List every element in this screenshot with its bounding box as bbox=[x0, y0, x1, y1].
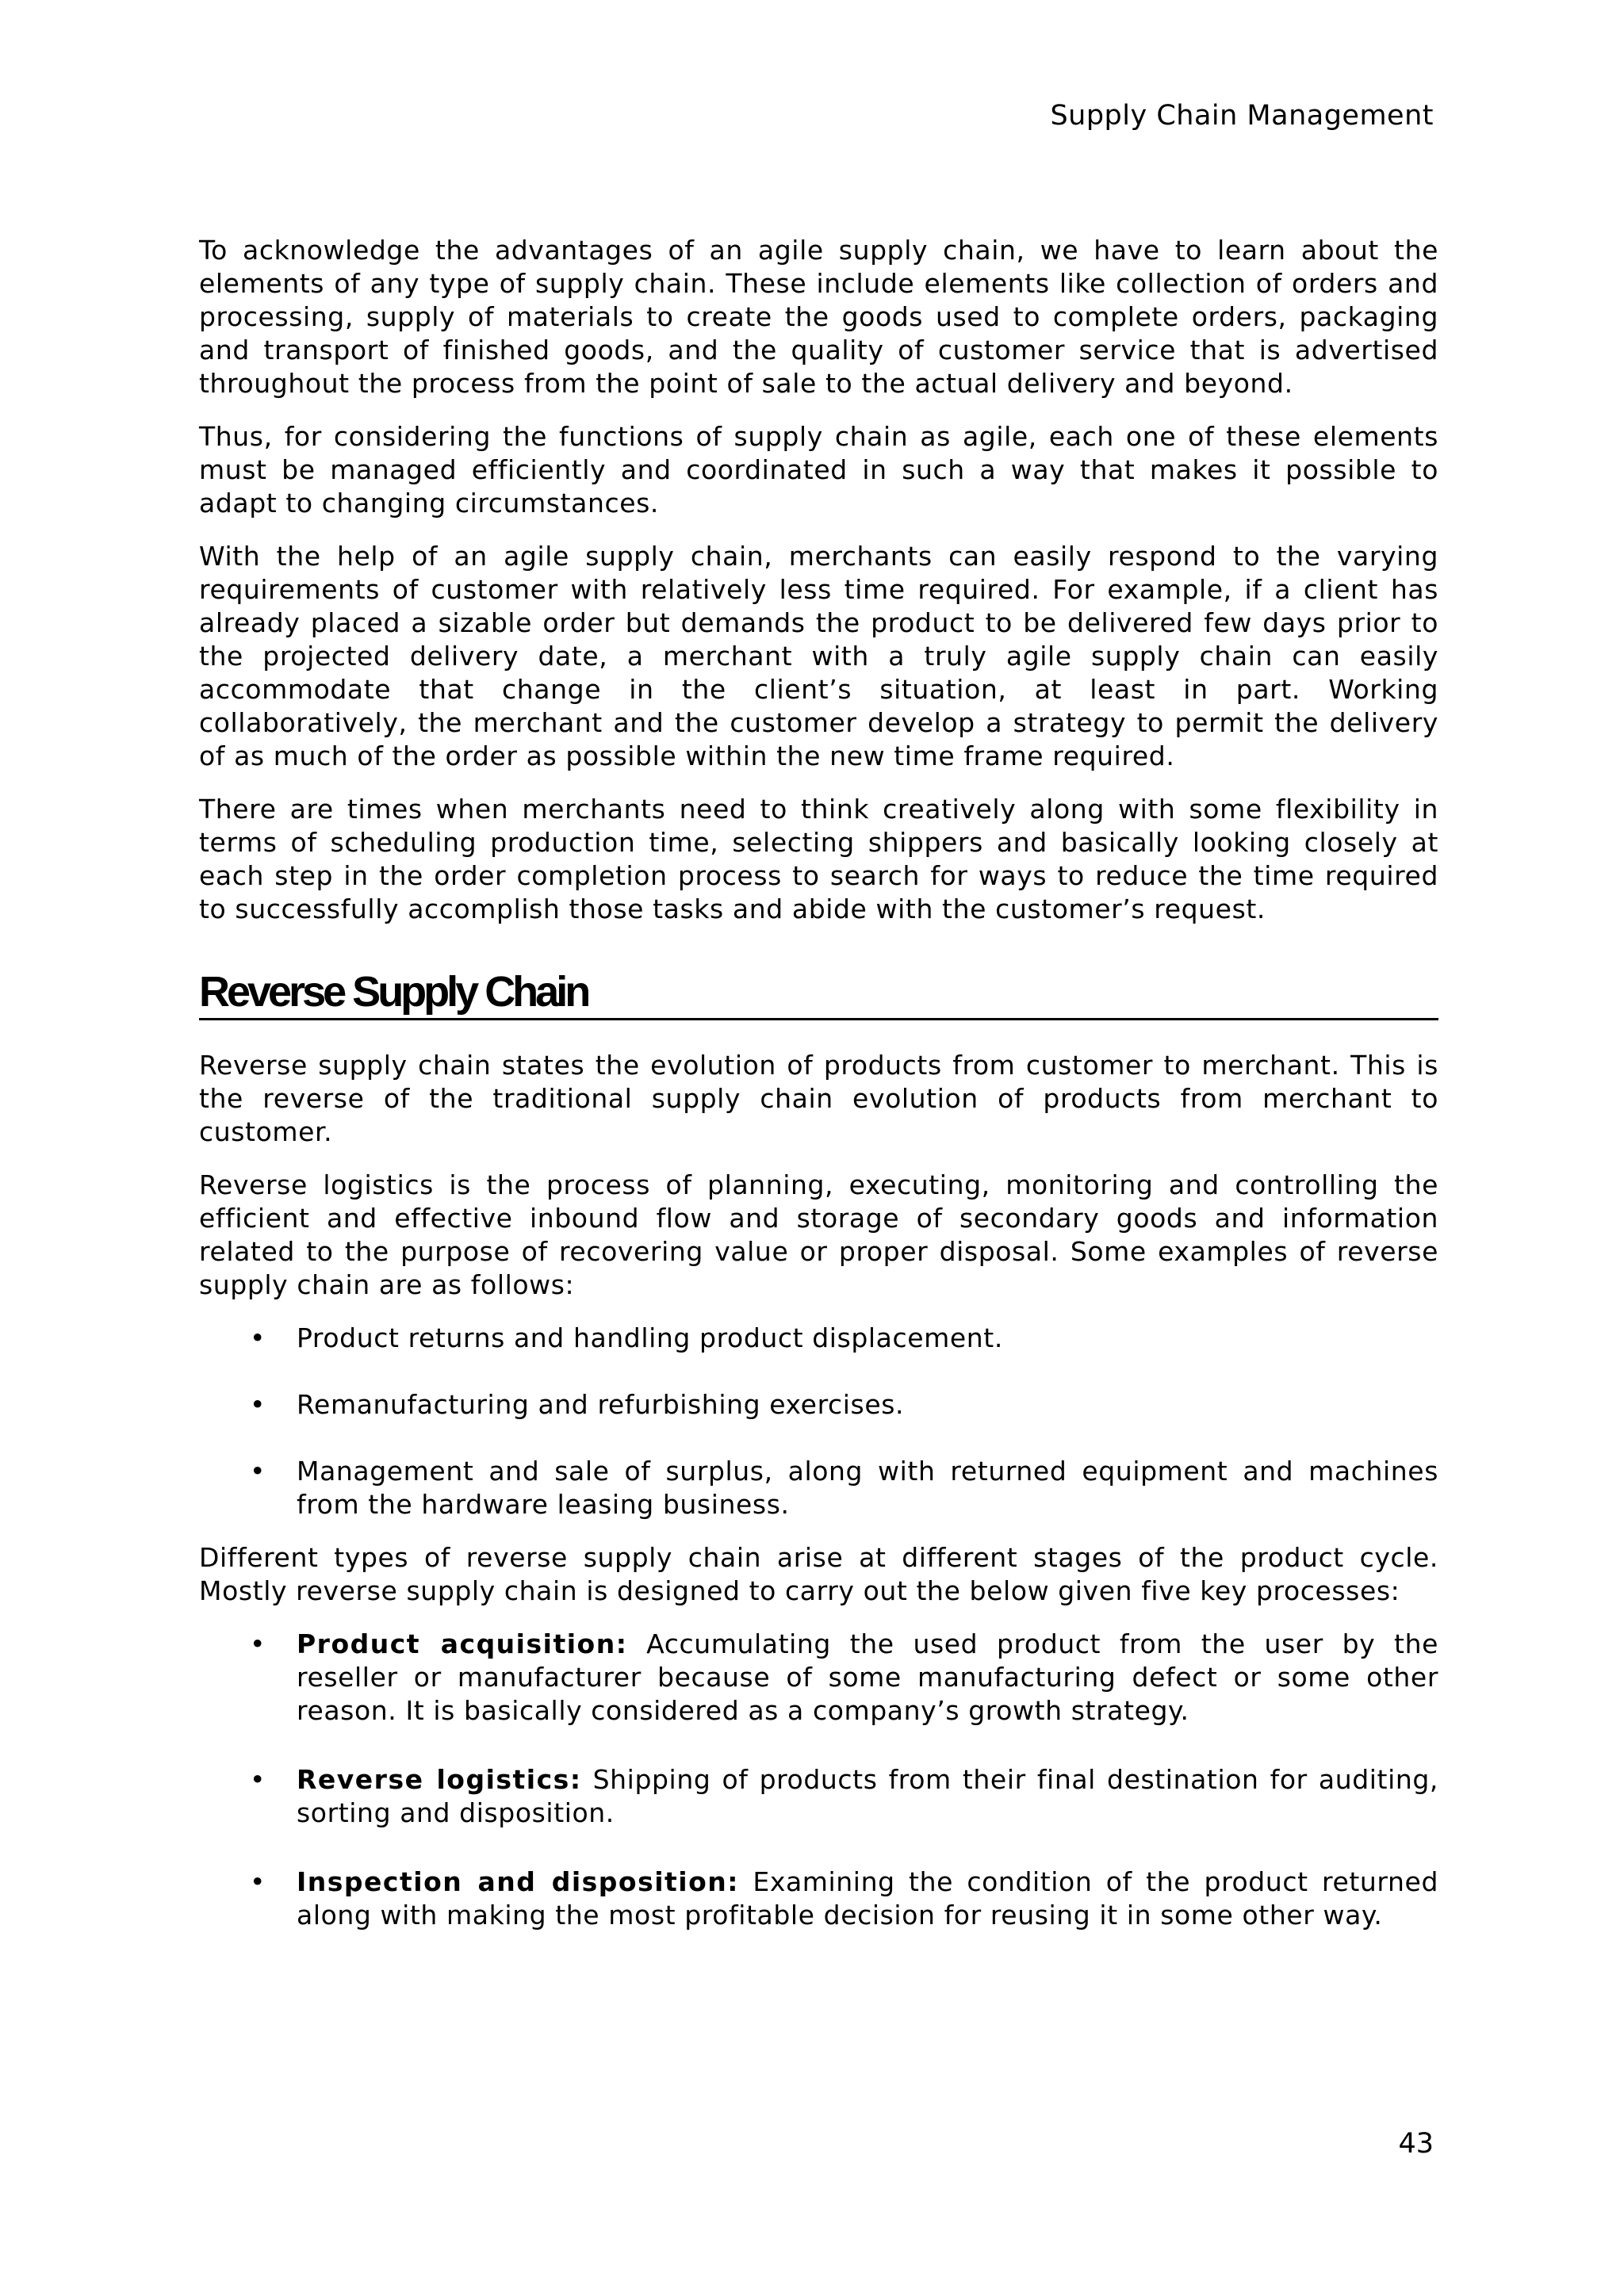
bullet-icon: • bbox=[250, 1456, 266, 1487]
page-body bbox=[199, 234, 1438, 1968]
section-paragraph-1: Reverse supply chain states the evolution of products from customer to merchant. This is the reverse of the traditional supply chain evolution of products from merchant to customer. bbox=[199, 1050, 1438, 1147]
page-number: 43 bbox=[1398, 2128, 1434, 2160]
list-item bbox=[199, 1866, 1438, 1932]
running-header: Supply Chain Management bbox=[1050, 100, 1434, 132]
bullet-icon: • bbox=[250, 1322, 266, 1353]
bullet-icon: • bbox=[250, 1628, 266, 1659]
intro-paragraph-3: With the help of an agile supply chain, merchants can easily respond to the varying requirements of customer with relatively less time required. For example, if a client has already placed a sizable order but demands the product to be delivered few days prior to the projected delivery date, a merchant with a truly agile supply chain can easily accommodate that change in the client’s situation, at least in part. Working collaboratively, the merchant and the customer develop a strategy to permit the delivery of as much of the order as possible within the new time frame required. bbox=[199, 541, 1438, 771]
intro-paragraph-2: Thus, for considering the functions of supply chain as agile, each one of these elements must be managed efficiently and coordinated in such a way that makes it possible to adapt to changing circumstances. bbox=[199, 421, 1438, 519]
process-term: Reverse logistics: bbox=[297, 1764, 582, 1795]
process-term: Product acquisition: bbox=[297, 1628, 628, 1659]
list-item bbox=[199, 1628, 1438, 1728]
process-description: Examining the condition of the product returned along with making the most profitable decision for reusing it in some other way. bbox=[297, 1866, 1438, 1931]
process-term: Inspection and disposition: bbox=[297, 1866, 739, 1897]
bullet-icon: • bbox=[250, 1866, 266, 1897]
section-heading: Reverse Supply Chain bbox=[199, 967, 1438, 1020]
examples-list bbox=[199, 1322, 1438, 1521]
process-description: Accumulating the used product from the user by the reseller or manufacturer because of some manufacturing defect or some other reason. It is basically considered as a company’s growth strategy. bbox=[297, 1628, 1438, 1726]
list-item-text: Remanufacturing and refurbishing exercises. bbox=[297, 1389, 905, 1420]
processes-list bbox=[199, 1628, 1438, 1932]
intro-paragraph-1: To acknowledge the advantages of an agile supply chain, we have to learn about the elements of any type of supply chain. These include elements like collection of orders and processing, supply of materials to create the goods used to complete orders, packaging and transport of finished goods, and the quality of customer service that is advertised throughout the process from the point of sale to the actual delivery and beyond. bbox=[199, 235, 1438, 399]
section-paragraph-3: Different types of reverse supply chain arise at different stages of the product cycle. Mostly reverse supply chain is designed to carry out the below given five key processes: bbox=[199, 1542, 1438, 1606]
list-item bbox=[199, 1763, 1438, 1830]
bullet-icon: • bbox=[250, 1764, 266, 1795]
list-item bbox=[199, 1322, 1438, 1355]
intro-paragraph-4: There are times when merchants need to think creatively along with some flexibility in terms of scheduling production time, selecting shippers and basically looking closely at each step in the order completion process to search for ways to reduce the time required to successfully accomplish those tasks and abide with the customer’s request. bbox=[199, 794, 1438, 924]
list-item-text: Product returns and handling product displacement. bbox=[297, 1322, 1003, 1353]
section-paragraph-2: Reverse logistics is the process of planning, executing, monitoring and controlling the efficient and effective inbound flow and storage of secondary goods and information related to the purpose of recovering value or proper disposal. Some examples of reverse supply chain are as follows: bbox=[199, 1169, 1438, 1300]
list-item bbox=[199, 1388, 1438, 1422]
bullet-icon: • bbox=[250, 1389, 266, 1420]
process-description: Shipping of products from their final destination for auditing, sorting and disposition. bbox=[297, 1764, 1438, 1828]
list-item bbox=[199, 1455, 1438, 1521]
list-item-text: Management and sale of surplus, along with returned equipment and machines from the hardware leasing business. bbox=[297, 1456, 1438, 1520]
